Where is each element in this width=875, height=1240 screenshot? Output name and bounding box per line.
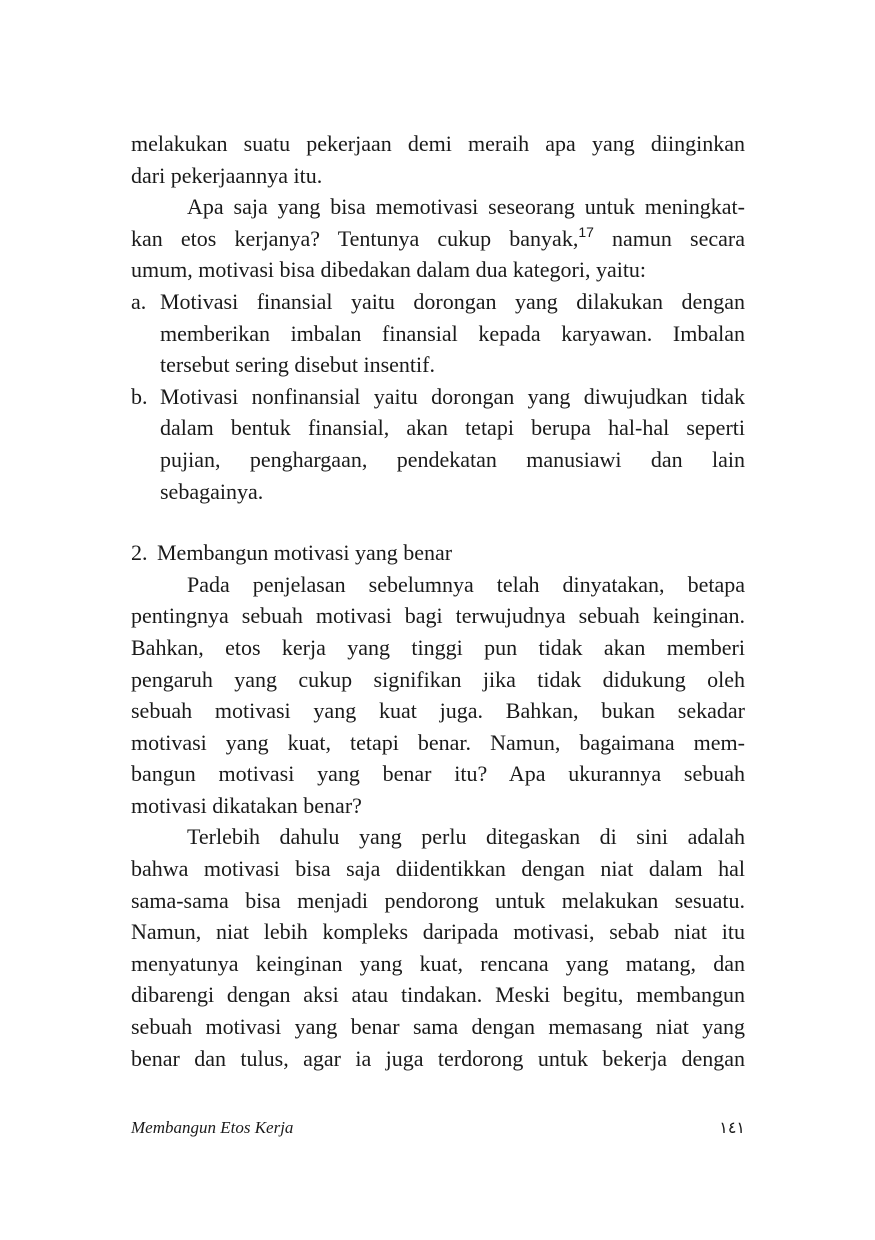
running-title: Membangun Etos Kerja — [131, 1118, 294, 1137]
body-line: Apa saja yang bisa memotivasi seseorang untuk meningkat- — [187, 194, 745, 220]
body-line: sama-sama bisa menjadi pendorong untuk melakukan sesuatu. — [131, 887, 745, 913]
body-line: melakukan suatu pekerjaan demi meraih apa yang diinginkan — [131, 131, 745, 156]
list-item-line: memberikan imbalan finansial kepada karyawan. Imbalan — [160, 320, 745, 346]
body-line: dibarengi dengan aksi atau tindakan. Meski begitu, membangun — [131, 982, 745, 1008]
body-line: benar dan tulus, agar ia juga terdorong untuk bekerja dengan — [131, 1045, 745, 1071]
section-spacer — [131, 507, 745, 537]
section-title: Membangun motivasi yang benar — [157, 540, 453, 566]
page-body — [131, 128, 745, 1074]
paragraph-intention — [131, 821, 745, 1074]
list-item-line: dalam bentuk finansial, akan tetapi berupa hal-hal seperti — [160, 415, 745, 441]
list-marker: b. — [131, 383, 148, 409]
paragraph-importance — [131, 569, 745, 822]
body-line: sebuah motivasi yang kuat juga. Bahkan, bukan sekadar — [131, 698, 745, 724]
list-item-line: Motivasi nonfinansial yaitu dorongan yang diwujudkan tidak — [160, 383, 745, 409]
body-line: bangun motivasi yang benar itu? Apa ukurannya sebuah — [131, 761, 745, 787]
section-heading — [131, 537, 745, 569]
list-item-nonfinancial — [131, 381, 745, 507]
body-line: Namun, niat lebih kompleks daripada motivasi, sebab niat itu — [131, 919, 745, 945]
list-item-line: pujian, penghargaan, pendekatan manusiawi dan lain — [160, 446, 745, 472]
body-line: dari pekerjaannya itu. — [131, 162, 323, 188]
body-line: Bahkan, etos kerja yang tinggi pun tidak akan memberi — [131, 634, 745, 660]
body-line: pentingnya sebuah motivasi bagi terwujudnya sebuah keinginan. — [131, 603, 745, 629]
footnote-reference[interactable]: 17 — [578, 223, 594, 240]
body-line: sebuah motivasi yang benar sama dengan memasang niat yang — [131, 1014, 745, 1040]
page-footer — [131, 1118, 745, 1142]
page-number: ١٤١ — [719, 1118, 745, 1137]
body-line: Pada penjelasan sebelumnya telah dinyatakan, betapa — [187, 571, 745, 597]
list-item-financial — [131, 286, 745, 381]
body-line: motivasi yang kuat, tetapi benar. Namun, bagaimana mem- — [131, 729, 745, 755]
body-line: pengaruh yang cukup signifikan jika tidak didukung oleh — [131, 666, 745, 692]
list-item-line: sebagainya. — [160, 478, 264, 504]
list-item-line: Motivasi finansial yaitu dorongan yang dilakukan dengan — [160, 288, 745, 314]
section-number: 2. — [131, 540, 148, 566]
list-item-line: tersebut sering disebut insentif. — [160, 352, 435, 378]
body-line-with-footnote — [131, 223, 745, 255]
body-text: kan etos kerjanya? Tentunya cukup banyak, — [131, 225, 579, 251]
body-line: umum, motivasi bisa dibedakan dalam dua kategori, yaitu: — [131, 257, 647, 283]
body-line: menyatunya keinginan yang kuat, rencana yang matang, dan — [131, 950, 745, 976]
list-marker: a. — [131, 288, 147, 314]
body-line: motivasi dikatakan benar? — [131, 792, 362, 818]
body-line: bahwa motivasi bisa saja diidentikkan dengan niat dalam hal — [131, 856, 745, 882]
body-line: Terlebih dahulu yang perlu ditegaskan di sini adalah — [187, 824, 745, 850]
body-text: namun secara — [593, 225, 746, 251]
